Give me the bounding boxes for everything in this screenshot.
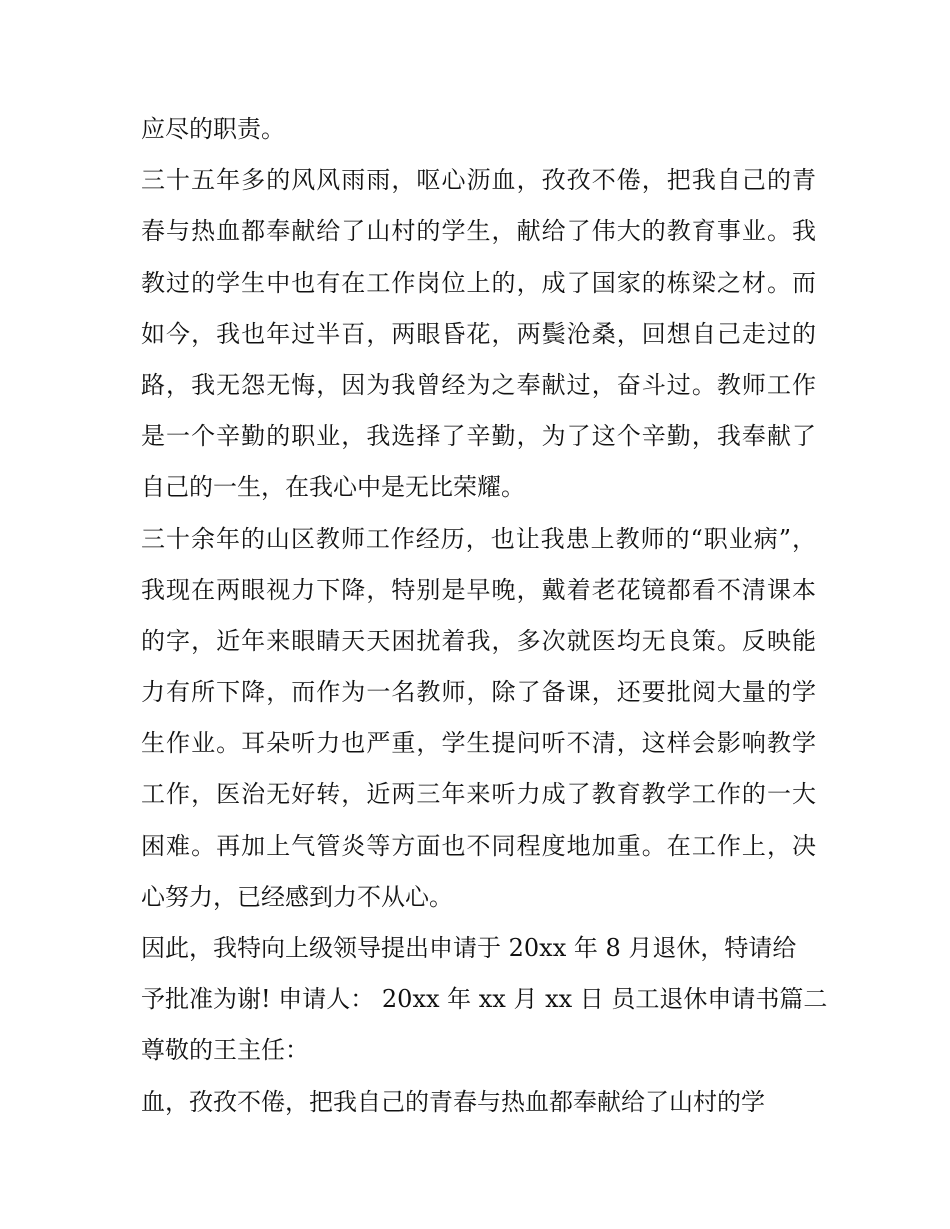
text-line: 三十五年多的风风雨雨，呕心沥血，孜孜不倦，把我自己的青 (141, 166, 816, 195)
text-line: 教过的学生中也有在工作岗位上的，成了国家的栋梁之材。而 (141, 268, 816, 297)
text-line: 困难。再加上气管炎等方面也不同程度地加重。在工作上，决 (141, 831, 816, 860)
text-line: 应尽的职责。 (141, 115, 285, 143)
document-body (141, 104, 828, 1128)
text-line: 三十余年的山区教师工作经历，也让我患上教师的“职业病”， (141, 524, 816, 553)
text-line: 是一个辛勤的职业，我选择了辛勤，为了这个辛勤，我奉献了 (141, 422, 816, 451)
text-line: 尊敬的王主任： (141, 1036, 309, 1065)
text-line: 生作业。耳朵听力也严重，学生提问听不清，这样会影响教学 (141, 729, 816, 758)
text-line: 的字，近年来眼睛天天困扰着我，多次就医均无良策。反映能 (141, 626, 816, 655)
text-line: 春与热血都奉献给了山村的学生，献给了伟大的教育事业。我 (141, 217, 816, 246)
text-line: 工作，医治无好转，近两三年来听力成了教育教学工作的一大 (141, 780, 816, 809)
text-line: 因此，我特向上级领导提出申请于 20xx 年 8 月退休，特请给 (141, 934, 797, 962)
text-line: 路，我无怨无悔，因为我曾经为之奉献过，奋斗过。教师工作 (141, 370, 816, 399)
text-line: 自己的一生，在我心中是无比荣耀。 (141, 473, 525, 502)
text-line: 我现在两眼视力下降，特别是早晚，戴着老花镜都看不清课本 (141, 575, 816, 604)
text-line: 力有所下降，而作为一名教师，除了备课，还要批阅大量的学 (141, 678, 816, 707)
text-line: 如今，我也年过半百，两眼昏花，两鬓沧桑，回想自己走过的 (141, 319, 816, 348)
text-line: 血，孜孜不倦，把我自己的青春与热血都奉献给了山村的学 (141, 1087, 765, 1116)
text-line: 予批准为谢! 申请人： 20xx 年 xx 月 xx 日 员工退休申请书篇二 (141, 985, 828, 1014)
text-line: 心努力，已经感到力不从心。 (141, 882, 453, 911)
